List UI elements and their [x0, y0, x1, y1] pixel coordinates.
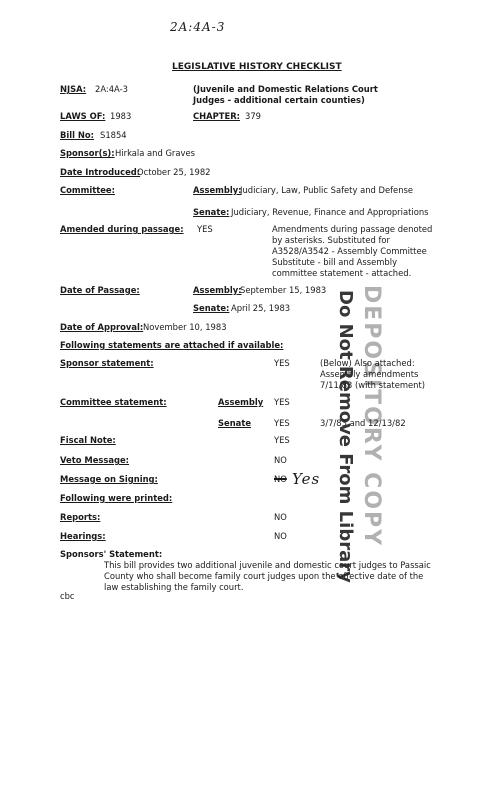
amended-label: Amended during passage: — [60, 224, 184, 234]
committee-statement-assembly-value: YES — [274, 397, 290, 407]
sponsor-statement-value: YES — [274, 358, 290, 368]
bill-no-value: S1854 — [100, 130, 127, 140]
njsa-value: 2A:4A-3 — [95, 84, 128, 94]
committee-statement-senate-label: Senate — [218, 418, 252, 428]
sponsors-value: Hirkala and Graves — [115, 148, 195, 158]
amended-note-1: Amendments during passage denoted — [272, 224, 433, 234]
committee-assembly-label: Assembly: — [193, 185, 242, 195]
typist-initials: cbc — [60, 591, 75, 601]
sponsors-statement-line-2: County who shall become family court judges upon the effective date of the — [104, 571, 424, 581]
message-on-signing-struck-value: NO — [274, 474, 287, 484]
committee-statement-senate-note: 3/7/83 and 12/13/82 — [320, 418, 406, 428]
sponsors-statement-line-3: law establishing the family court. — [104, 582, 244, 592]
sponsor-statement-note-1: (Below) Also attached: — [320, 358, 415, 368]
reports-value: NO — [274, 512, 287, 522]
page-title: LEGISLATIVE HISTORY CHECKLIST — [172, 62, 342, 72]
sponsor-statement-label: Sponsor statement: — [60, 358, 154, 368]
sponsors-label: Sponsor(s): — [60, 148, 115, 158]
committee-statement-label: Committee statement: — [60, 397, 167, 407]
bill-no-label: Bill No: — [60, 130, 95, 140]
njsa-desc-2: Judges - additional certain counties) — [193, 95, 365, 105]
amended-note-3: A3528/A3542 - Assembly Committee — [272, 246, 427, 256]
laws-of-value: 1983 — [110, 111, 132, 121]
hearings-label: Hearings: — [60, 531, 106, 541]
chapter-value: 379 — [245, 111, 261, 121]
chapter-label: CHAPTER: — [193, 111, 241, 121]
passage-senate-value: April 25, 1983 — [231, 303, 291, 313]
sponsor-statement-note-2: Assembly amendments — [320, 369, 419, 379]
approval-value: November 10, 1983 — [143, 322, 227, 332]
hearings-value: NO — [274, 531, 287, 541]
following-printed-heading: Following were printed: — [60, 493, 173, 503]
handwritten-id: 2A:4A-3 — [170, 20, 226, 34]
following-attached-heading: Following statements are attached if available: — [60, 340, 284, 350]
amended-note-4: Substitute - bill and Assembly — [272, 257, 398, 267]
passage-assembly-label: Assembly: — [193, 285, 242, 295]
date-introduced-value: October 25, 1982 — [137, 167, 211, 177]
sponsor-statement-note-3: 7/11/83 (with statement) — [320, 380, 426, 390]
committee-senate-value: Judiciary, Revenue, Finance and Appropriations — [231, 207, 429, 217]
amended-note-2: by asterisks. Substituted for — [272, 235, 390, 245]
message-on-signing-handwritten: Yes — [292, 470, 321, 488]
sponsors-statement-line-1: This bill provides two additional juvenile and domestic court judges to Passaic — [104, 560, 431, 570]
fiscal-note-label: Fiscal Note: — [60, 435, 116, 445]
library-stamp-line-2: DEPOSITORY COPY — [359, 285, 384, 548]
veto-message-label: Veto Message: — [60, 455, 130, 465]
library-stamp-line-1: Do Not Remove From Library — [335, 290, 356, 583]
passage-label: Date of Passage: — [60, 285, 140, 295]
amended-value: YES — [197, 224, 213, 234]
committee-assembly-value: Judiciary, Law, Public Safety and Defense — [240, 185, 414, 195]
njsa-desc-1: (Juvenile and Domestic Relations Court — [193, 84, 378, 94]
amended-note-5: committee statement - attached. — [272, 268, 412, 278]
passage-senate-label: Senate: — [193, 303, 230, 313]
veto-message-value: NO — [274, 455, 287, 465]
committee-senate-label: Senate: — [193, 207, 230, 217]
njsa-label: NJSA: — [60, 84, 87, 94]
approval-label: Date of Approval: — [60, 322, 144, 332]
laws-of-label: LAWS OF: — [60, 111, 106, 121]
committee-statement-senate-value: YES — [274, 418, 290, 428]
date-introduced-label: Date Introduced: — [60, 167, 141, 177]
sponsors-statement-heading: Sponsors' Statement: — [60, 549, 163, 559]
fiscal-note-value: YES — [274, 435, 290, 445]
reports-label: Reports: — [60, 512, 101, 522]
passage-assembly-value: September 15, 1983 — [240, 285, 327, 295]
committee-label: Committee: — [60, 185, 115, 195]
message-on-signing-label: Message on Signing: — [60, 474, 158, 484]
committee-statement-assembly-label: Assembly — [218, 397, 264, 407]
